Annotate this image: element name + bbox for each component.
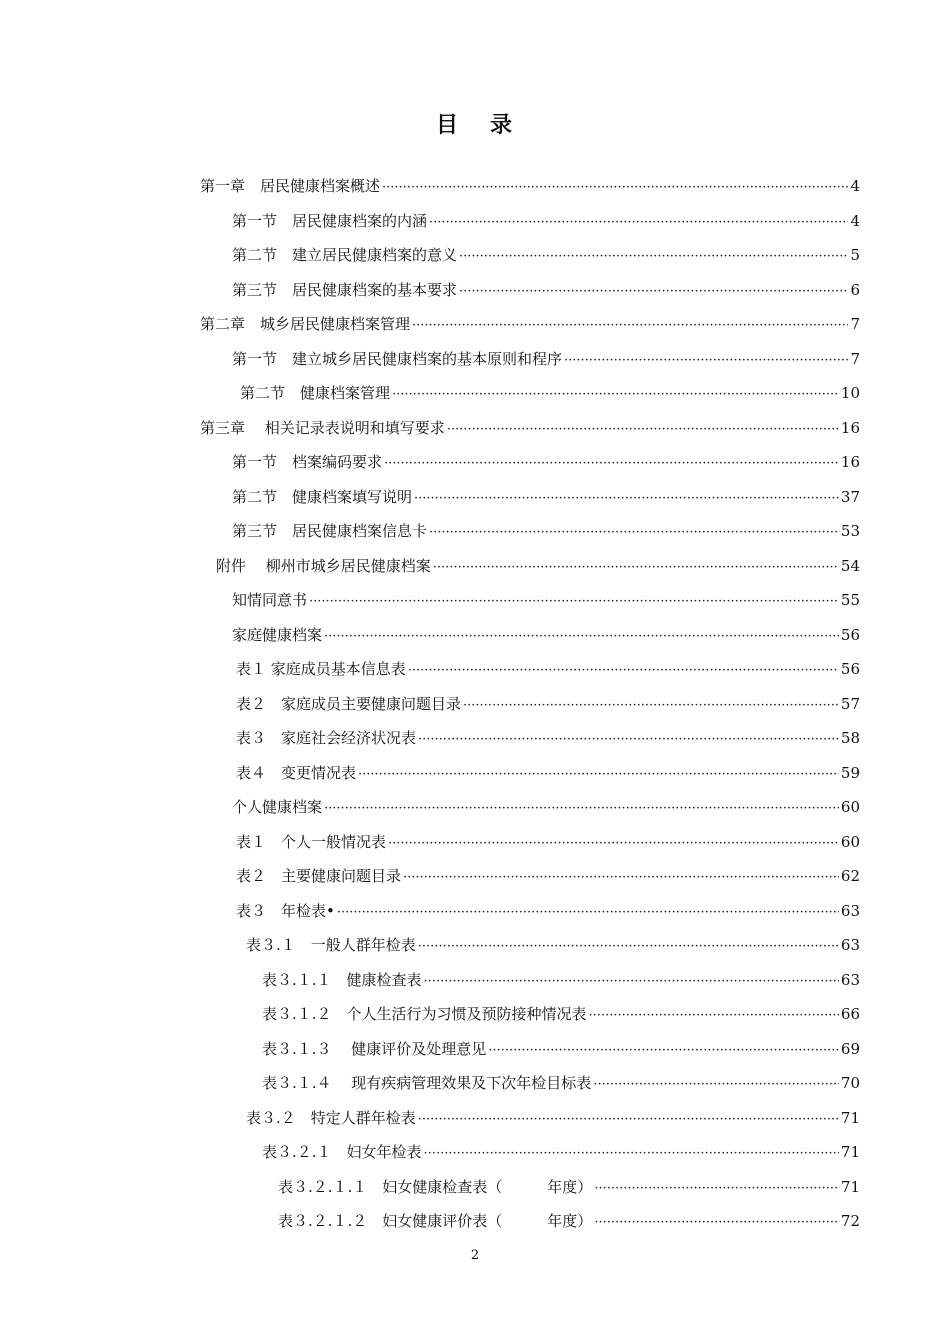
toc-entry-page: 5 xyxy=(850,246,860,264)
toc-leader-dots xyxy=(593,1071,839,1095)
toc-entry-page: 72 xyxy=(840,1212,860,1230)
toc-entry-label: 第三节 居民健康档案信息卡 xyxy=(232,522,428,540)
toc-leader-dots xyxy=(488,1037,839,1061)
toc-entry-label: 表１ 家庭成员基本信息表 xyxy=(236,660,406,678)
toc-entry-label: 第二节 健康档案管理 xyxy=(240,384,391,402)
toc-leader-dots xyxy=(403,864,839,888)
toc-entry[interactable] xyxy=(232,347,860,371)
toc-leader-dots xyxy=(414,485,839,509)
toc-leader-dots xyxy=(594,1175,839,1199)
toc-entry[interactable] xyxy=(232,278,860,302)
toc-entry[interactable] xyxy=(232,588,860,612)
toc-entry[interactable] xyxy=(232,485,860,509)
toc-entry-page: 37 xyxy=(840,487,860,506)
toc-entry[interactable] xyxy=(200,312,860,336)
toc-leader-dots xyxy=(324,623,839,647)
toc-leader-dots xyxy=(459,278,848,302)
toc-entry-label: 表３.２.１.２ 妇女健康评价表（ 年度） xyxy=(278,1212,593,1230)
toc-leader-dots xyxy=(408,657,839,681)
toc-entry-page: 71 xyxy=(840,1143,860,1161)
toc-entry-label: 表３.１.１ 健康检查表 xyxy=(262,970,422,989)
toc-entry[interactable] xyxy=(200,174,860,198)
toc-entry[interactable] xyxy=(236,692,860,716)
toc-leader-dots xyxy=(589,1002,839,1026)
toc-entry[interactable] xyxy=(240,381,860,405)
toc-entry[interactable] xyxy=(236,657,860,681)
toc-entry-label: 家庭健康档案 xyxy=(232,625,323,644)
toc-entry[interactable] xyxy=(236,726,860,750)
toc-entry-label: 第二章 城乡居民健康档案管理 xyxy=(200,315,411,333)
toc-entry-label: 个人健康档案 xyxy=(232,798,323,816)
toc-entry-label: 表４ 变更情况表 xyxy=(236,763,357,782)
toc-entry-page: 7 xyxy=(850,315,860,333)
title-char-2: 录 xyxy=(490,112,515,138)
toc-leader-dots xyxy=(324,795,839,819)
toc-entry[interactable] xyxy=(236,899,860,923)
toc-entry-label: 表１ 个人一般情况表 xyxy=(236,832,387,851)
toc-entry-label: 第一节 居民健康档案的内涵 xyxy=(232,211,428,230)
toc-entry-page: 59 xyxy=(840,763,860,782)
page-title xyxy=(0,108,950,139)
toc-entry-page: 53 xyxy=(840,522,860,540)
toc-entry-label: 表３.２.１ 妇女年检表 xyxy=(262,1143,422,1161)
toc-entry-page: 16 xyxy=(840,418,860,437)
toc-entry-label: 表３.１.２ 个人生活行为习惯及预防接种情况表 xyxy=(262,1005,587,1023)
toc-entry-label: 第三章 相关记录表说明和填写要求 xyxy=(200,418,445,437)
toc-entry[interactable] xyxy=(200,416,860,440)
toc-entry[interactable] xyxy=(278,1209,860,1233)
toc-entry-label: 表３.２.１.１ 妇女健康检查表（ 年度） xyxy=(278,1177,593,1196)
toc-entry-label: 第二节 建立居民健康档案的意义 xyxy=(232,246,458,264)
toc-entry-label: 第二节 健康档案填写说明 xyxy=(232,487,413,506)
toc-leader-dots xyxy=(429,209,848,233)
toc-entry-label: 表２ 家庭成员主要健康问题目录 xyxy=(236,694,462,713)
toc-entry-page: 60 xyxy=(840,832,860,851)
toc-leader-dots xyxy=(418,933,839,957)
toc-entry-label: 表３.１ 一般人群年检表 xyxy=(246,936,416,954)
toc-entry-page: 4 xyxy=(850,177,860,195)
toc-leader-dots xyxy=(429,519,839,543)
toc-entry[interactable] xyxy=(236,761,860,785)
toc-entry[interactable] xyxy=(232,795,860,819)
toc-entry-page: 62 xyxy=(840,867,860,885)
toc-entry-page: 55 xyxy=(840,591,860,609)
toc-leader-dots xyxy=(412,312,848,336)
toc-entry[interactable] xyxy=(262,1140,860,1164)
toc-entry-label: 第一节 档案编码要求 xyxy=(232,453,383,471)
toc-entry[interactable] xyxy=(236,830,860,854)
toc-entry-page: 57 xyxy=(840,694,860,713)
toc-leader-dots xyxy=(463,692,839,716)
toc-leader-dots xyxy=(384,450,839,474)
toc-entry-page: 4 xyxy=(850,211,860,230)
toc-entry-page: 60 xyxy=(840,798,860,816)
toc-entry[interactable] xyxy=(232,450,860,474)
page-number: 2 xyxy=(470,1248,480,1263)
toc-leader-dots xyxy=(459,243,848,267)
toc-entry[interactable] xyxy=(262,968,860,992)
toc-entry-page: 63 xyxy=(840,970,860,989)
toc-entry[interactable] xyxy=(232,623,860,647)
toc-leader-dots xyxy=(594,1209,839,1233)
toc-entry[interactable] xyxy=(262,1071,860,1095)
toc-leader-dots xyxy=(358,761,839,785)
toc-leader-dots xyxy=(337,899,839,923)
toc-entry[interactable] xyxy=(262,1037,860,1061)
toc-entry-page: 7 xyxy=(850,349,860,368)
toc-leader-dots xyxy=(447,416,839,440)
toc-leader-dots xyxy=(388,830,839,854)
toc-entry-label: 表３.２ 特定人群年检表 xyxy=(246,1108,416,1127)
toc-entry-label: 表３ 家庭社会经济状况表 xyxy=(236,729,417,747)
toc-entry-label: 表２ 主要健康问题目录 xyxy=(236,867,402,885)
toc-entry-page: 54 xyxy=(840,556,860,575)
toc-entry[interactable] xyxy=(216,554,860,578)
toc-leader-dots xyxy=(433,554,839,578)
toc-entry-page: 56 xyxy=(840,660,860,678)
toc-entry[interactable] xyxy=(232,519,860,543)
toc-leader-dots xyxy=(424,1140,839,1164)
toc-entry[interactable] xyxy=(232,243,860,267)
toc-entry-page: 66 xyxy=(840,1005,860,1023)
toc-entry[interactable] xyxy=(232,209,860,233)
toc-entry[interactable] xyxy=(278,1175,860,1199)
toc-entry-page: 70 xyxy=(840,1074,860,1092)
toc-entry-page: 71 xyxy=(840,1108,860,1127)
toc-entry-label: 第三节 居民健康档案的基本要求 xyxy=(232,280,458,299)
toc-entry-label: 表３.１.３ 健康评价及处理意见 xyxy=(262,1039,487,1058)
toc-entry-label: 附件 柳州市城乡居民健康档案 xyxy=(216,556,431,575)
toc-entry-label: 表３ 年检表• xyxy=(236,901,335,920)
toc-leader-dots xyxy=(418,1106,839,1130)
toc-leader-dots xyxy=(392,381,839,405)
toc-leader-dots xyxy=(424,968,839,992)
toc-entry-label: 第一节 建立城乡居民健康档案的基本原则和程序 xyxy=(232,349,563,368)
toc-leader-dots xyxy=(564,347,848,371)
toc-entry-page: 6 xyxy=(850,280,860,299)
toc-leader-dots xyxy=(382,174,848,198)
toc-entry-page: 58 xyxy=(840,729,860,747)
toc-entry-page: 16 xyxy=(840,453,860,471)
toc-entry-page: 69 xyxy=(840,1039,860,1058)
toc-entry[interactable] xyxy=(246,933,860,957)
toc-entry-label: 第一章 居民健康档案概述 xyxy=(200,177,381,195)
toc-entry-page: 10 xyxy=(840,384,860,402)
toc-entry-page: 56 xyxy=(840,625,860,644)
toc-entry[interactable] xyxy=(262,1002,860,1026)
toc-entry-page: 63 xyxy=(840,936,860,954)
toc-leader-dots xyxy=(309,588,839,612)
title-char-1: 目 xyxy=(435,112,460,138)
toc-entry[interactable] xyxy=(236,864,860,888)
toc-entry-label: 知情同意书 xyxy=(232,591,308,609)
toc-entry-page: 63 xyxy=(840,901,860,920)
toc-entry-page: 71 xyxy=(840,1177,860,1196)
toc-entry-label: 表３.１.４ 现有疾病管理效果及下次年检目标表 xyxy=(262,1074,592,1092)
toc-entry[interactable] xyxy=(246,1106,860,1130)
toc-leader-dots xyxy=(418,726,839,750)
